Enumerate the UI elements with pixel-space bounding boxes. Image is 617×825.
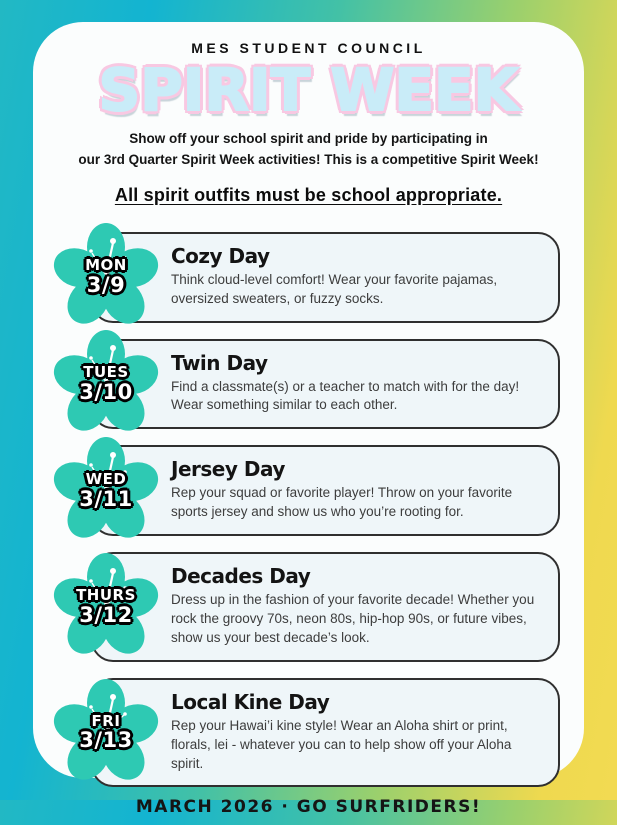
- day-title: Decades Day: [171, 564, 311, 589]
- day-title: Cozy Day: [171, 243, 270, 268]
- subtitle-line-2: our 3rd Quarter Spirit Week activities! This is a competitive Spirit Week!: [78, 151, 539, 167]
- day-description: Think cloud-level comfort! Wear your favorite pajamas, oversized sweaters, or fuzzy socks.: [171, 271, 498, 306]
- weekday-label: WED: [85, 469, 127, 488]
- day-date-label: [76, 588, 136, 626]
- day-row-thursday: [76, 552, 560, 662]
- day-card: [91, 678, 560, 788]
- day-card: [91, 232, 560, 323]
- day-row-monday: [85, 232, 560, 323]
- hibiscus-flower-icon: [53, 438, 159, 544]
- day-row-wednesday: [79, 445, 560, 536]
- day-row-tuesday: [79, 339, 560, 430]
- hibiscus-flower-icon: [53, 331, 159, 437]
- date-label: 3/12: [79, 602, 133, 627]
- day-title: Twin Day: [171, 350, 268, 375]
- day-description: Rep your Hawai’i kine style! Wear an Aloha shirt or print, florals, lei - whatever you can to help show off your Aloha spirit.: [171, 717, 512, 771]
- date-label: 3/13: [79, 728, 133, 753]
- day-date-label: [79, 711, 133, 753]
- weekday-label: MON: [85, 256, 127, 275]
- date-label: 3/10: [79, 379, 133, 404]
- weekday-label: FRI: [91, 711, 121, 730]
- day-date-label: [85, 258, 127, 296]
- day-list: [76, 232, 560, 788]
- weekday-label: THURS: [76, 586, 136, 604]
- day-description: Rep your squad or favorite player! Throw on your favorite sports jersey and show us who you’re rooting for.: [171, 485, 513, 520]
- day-card: [91, 339, 560, 430]
- day-card: [91, 552, 560, 662]
- day-title: Local Kine Day: [171, 689, 330, 714]
- footer-text: MARCH 2026 · GO SURFRIDERS!: [135, 797, 482, 818]
- poster-title: SPIRIT WEEK: [98, 56, 519, 124]
- weekday-label: TUES: [83, 363, 129, 381]
- subtitle-line-1: Show off your school spirit and pride by participating in: [129, 130, 488, 146]
- poster-subtitle: [57, 129, 560, 171]
- day-description: Dress up in the fashion of your favorite decade! Whether you rock the groovy 70s, neon 80s, hip-hop 90s, or future vibes, show us your best decade’s look.: [171, 592, 535, 645]
- day-row-friday: [79, 678, 560, 788]
- poster-card: [33, 22, 584, 818]
- day-card: [91, 445, 560, 536]
- date-label: 3/9: [86, 272, 126, 297]
- day-description: Find a classmate(s) or a teacher to match with for the day! Wear something similar to each other.: [171, 378, 520, 413]
- hibiscus-flower-icon: [53, 224, 159, 330]
- hibiscus-flower-icon: [53, 680, 159, 786]
- day-date-label: [79, 469, 133, 511]
- council-name: MES STUDENT COUNCIL: [191, 40, 426, 56]
- date-label: 3/11: [79, 486, 133, 511]
- dress-code-rule: All spirit outfits must be school appropriate.: [114, 184, 503, 205]
- hibiscus-flower-icon: [53, 554, 159, 660]
- day-date-label: [79, 365, 133, 403]
- day-title: Jersey Day: [171, 457, 285, 482]
